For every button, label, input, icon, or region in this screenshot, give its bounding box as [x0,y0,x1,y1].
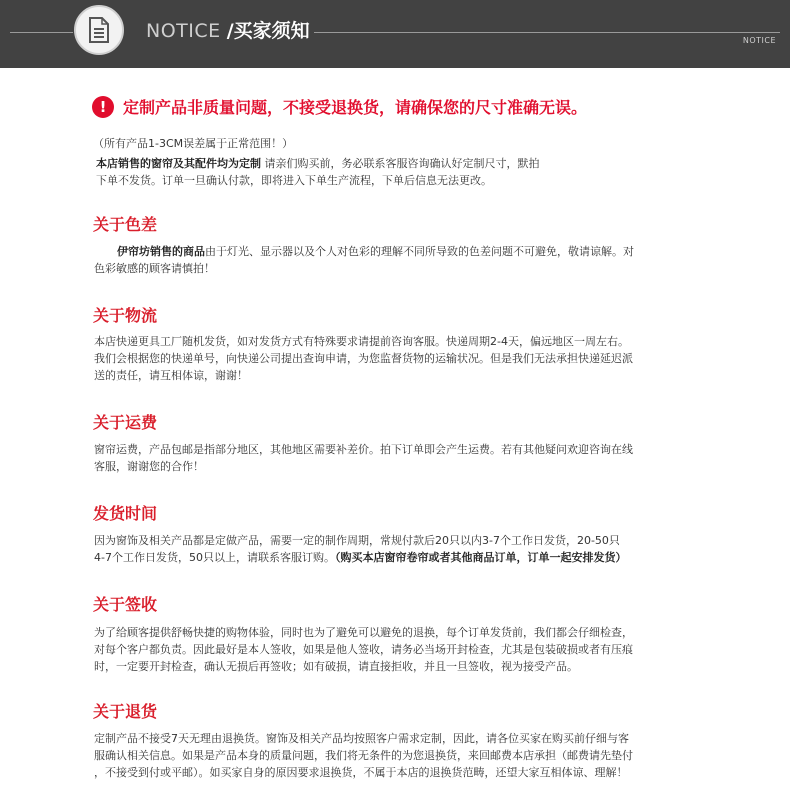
sign-for-line-3: 时，一定要开封检查，确认无损后再签收；如有破损，请直接拒收，并且一旦签收，视为接受产品。 [94,660,578,673]
logistics-line-3: 送的责任，请互相体谅，谢谢！ [94,369,248,382]
returns-line-3: ，不接受到付或平邮）。如买家自身的原因要求退换货，不属于本店的退换货范畴，还望大家互相体谅、理解！ [94,766,628,779]
header-divider-right [314,32,780,33]
logistics-line-1: 本店快递更具工厂随机发货，如对发货方式有特殊要求请提前咨询客服。快递周期2-4天，偏远地区一周左右。 [94,335,629,348]
delivery-line-1: 因为窗饰及相关产品都是定做产品，需要一定的制作周期，常规付款后20只以内3-7个工作日发货，20-50只 [94,534,620,547]
sign-for-line-1: 为了给顾客提供舒畅快捷的购物体验，同时也为了避免可以避免的退换，每个订单发货前，我们都会仔细检查， [94,626,633,639]
document-list-icon [88,17,110,43]
returns-line-1: 定制产品不接受7天无理由退换货。窗饰及相关产品均按照客户需求定制，因此，请各位买家在购买前仔细与客 [94,732,629,745]
heading-returns: 关于退货 [93,702,158,721]
heading-color-difference: 关于色差 [93,215,158,234]
intro-bold-lead: 本店销售的窗帘及其配件均为定制 [96,157,261,170]
exclamation-icon: ! [92,96,114,118]
heading-sign-for: 关于签收 [93,595,158,614]
header-corner-label: NOTICE [742,36,776,45]
color-line-2: 色彩敏感的顾客请慎拍！ [94,262,215,275]
logistics-line-2: 我们会根据您的快递单号，向快递公司提出查询申请，为您监督货物的运输状况。但是我们无法承担快递延迟派 [94,352,633,365]
heading-delivery-time: 发货时间 [93,504,158,523]
heading-shipping-fee: 关于运费 [93,413,158,432]
delivery-line-2-bold: （购买本店窗帘卷帘或者其他商品订单，订单一起安排发货） [334,551,627,564]
intro-line-1 [96,155,540,172]
tolerance-note: （所有产品1-3CM误差属于正常范围！） [93,137,294,150]
intro-line-1-rest: 请亲们购买前，务必联系客服咨询确认好定制尺寸，默拍 [261,157,540,170]
delivery-line-2-start: 4-7个工作日发货，50只以上，请联系客服订购。 [94,551,335,564]
returns-line-2: 服确认相关信息。如果是产品本身的质量问题，我们将无条件的为您退换货，来回邮费本店承担（邮费请先垫付 [94,749,633,762]
notice-badge [74,5,124,55]
shipping-fee-line-2: 客服，谢谢您的合作！ [94,460,204,473]
heading-logistics: 关于物流 [93,306,158,325]
intro-line-2: 下单不发货。订单一旦确认付款，即将进入下单生产流程，下单后信息无法更改。 [96,174,492,187]
sign-for-line-2: 对每个客户都负责。因此最好是本人签收，如果是他人签收，请务必当场开封检查，尤其是包装破损或者有压痕 [94,643,633,656]
header-title [146,18,310,44]
header-title-en: NOTICE [146,20,221,42]
delivery-line-2 [94,549,626,566]
header-banner [0,0,790,68]
header-title-zh: /买家须知 [226,20,310,42]
warning-text: 定制产品非质量问题，不接受退换货，请确保您的尺寸准确无误。 [123,98,588,117]
header-divider-left [10,32,73,33]
color-bold-lead: 伊帘坊销售的商品 [117,245,205,258]
shipping-fee-line-1: 窗帘运费，产品包邮是指部分地区，其他地区需要补差价。拍下订单即会产生运费。若有其他疑问欢迎咨询在线 [94,443,633,456]
color-line-1 [117,243,634,260]
color-line-1-rest: 由于灯光、显示器以及个人对色彩的理解不同所导致的色差问题不可避免，敬请谅解。对 [205,245,634,258]
